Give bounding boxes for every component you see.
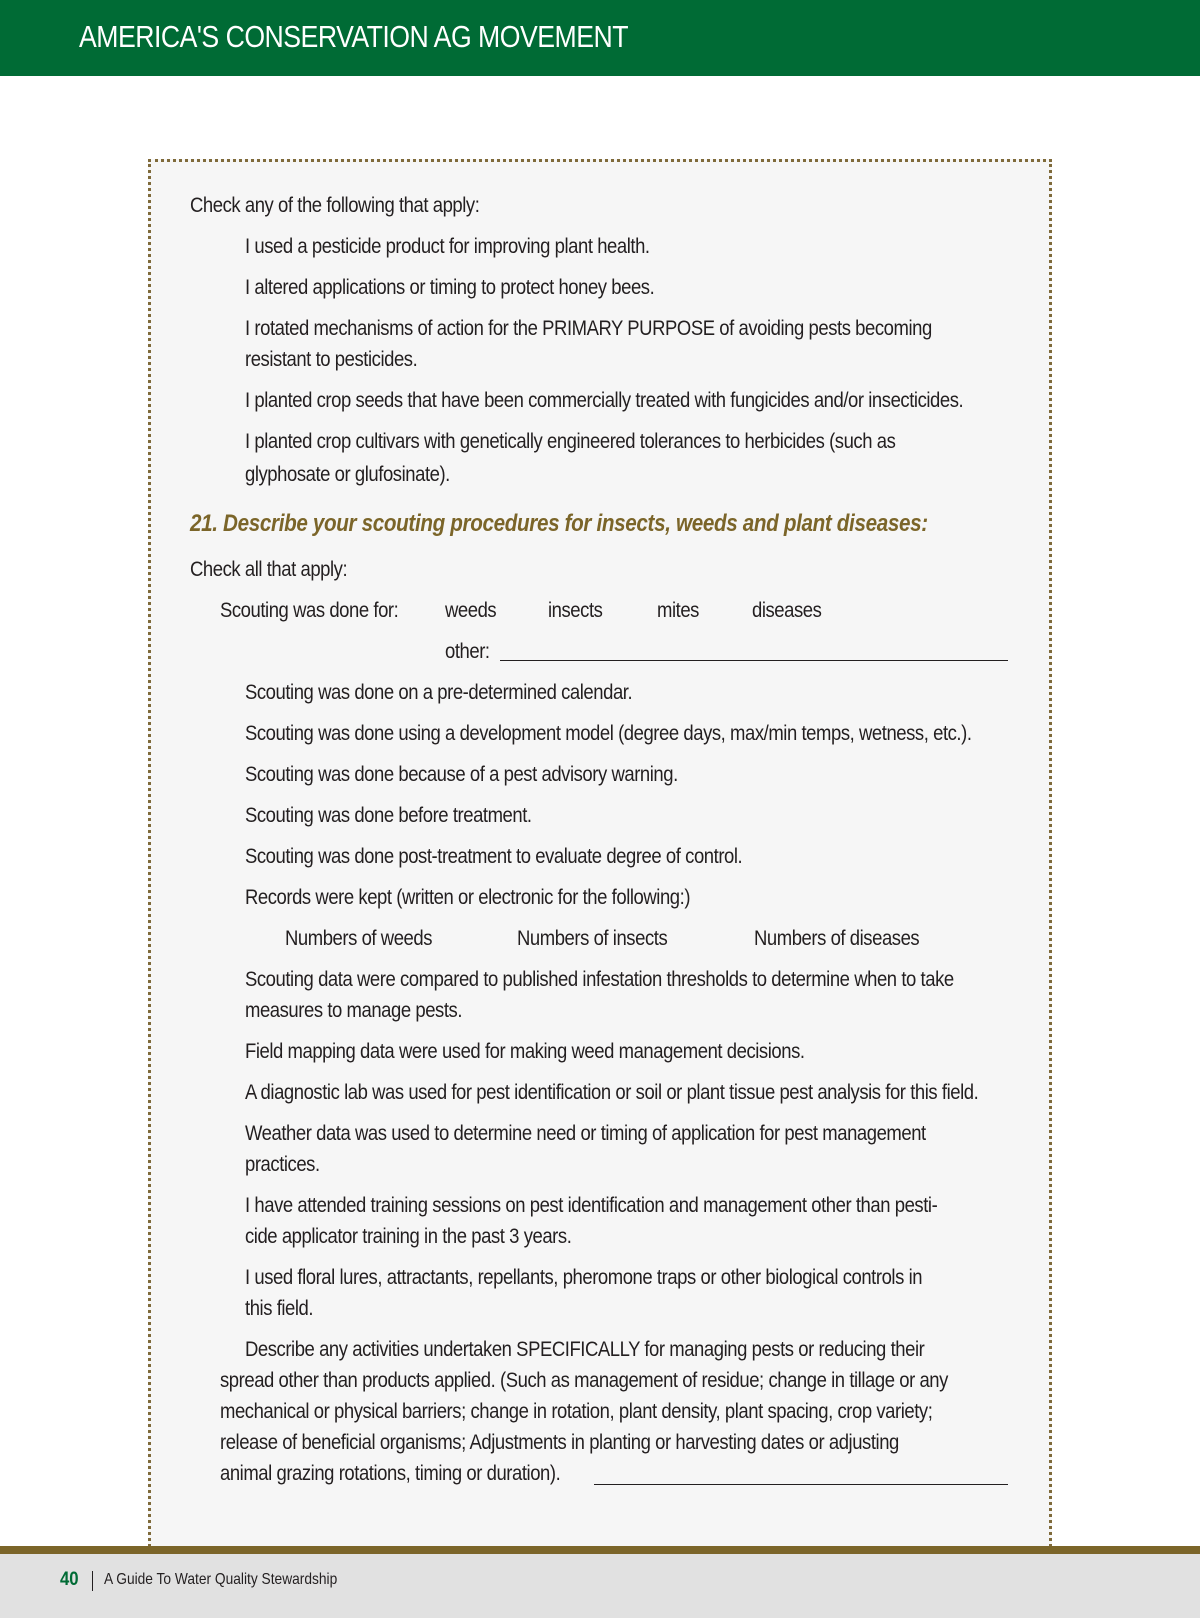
scouting-item[interactable]: I have attended training sessions on pest identification and management other than pesti- <box>245 1194 938 1217</box>
page-number: 40 <box>60 1569 79 1590</box>
check-all-intro: Check all that apply: <box>190 558 348 581</box>
checklist-item[interactable]: I used a pesticide product for improving plant health. <box>245 235 650 258</box>
checklist-item[interactable]: I rotated mechanisms of action for the PRIMARY PURPOSE of avoiding pests becoming <box>245 317 932 340</box>
scouting-item-continued: cide applicator training in the past 3 years. <box>245 1225 572 1248</box>
scouting-item[interactable]: Weather data was used to determine need or timing of application for pest management <box>245 1122 926 1145</box>
footer-accent-bar <box>0 1546 1200 1554</box>
scouting-item[interactable]: Scouting was done before treatment. <box>245 804 532 827</box>
checklist-item-continued: glyphosate or glufosinate). <box>245 463 450 486</box>
checklist-item[interactable]: I altered applications or timing to protect honey bees. <box>245 276 655 299</box>
scouting-item[interactable]: I used floral lures, attractants, repellants, pheromone traps or other biological controls in <box>245 1266 923 1289</box>
describe-paragraph: spread other than products applied. (Such as management of residue; change in tillage or any <box>220 1369 948 1392</box>
checklist-intro: Check any of the following that apply: <box>190 194 480 217</box>
describe-input-line[interactable] <box>594 1484 1008 1485</box>
question-21-heading: 21. Describe your scouting procedures for insects, weeds and plant diseases: <box>190 510 928 537</box>
scouting-item[interactable]: Scouting data were compared to published infestation thresholds to determine when to take <box>245 968 954 991</box>
header-title: AMERICA'S CONSERVATION AG MOVEMENT <box>79 19 628 54</box>
records-option-insects[interactable]: Numbers of insects <box>517 927 668 950</box>
checklist-item[interactable]: I planted crop seeds that have been commercially treated with fungicides and/or insecticides. <box>245 389 964 412</box>
checklist-item[interactable]: I planted crop cultivars with genetically engineered tolerances to herbicides (such as <box>245 430 896 453</box>
option-mites[interactable]: mites <box>657 599 699 622</box>
describe-paragraph: release of beneficial organisms; Adjustments in planting or harvesting dates or adjusting <box>220 1431 899 1454</box>
scouting-item[interactable]: Scouting was done because of a pest advisory warning. <box>245 763 678 786</box>
scouting-item-continued: practices. <box>245 1153 320 1176</box>
describe-paragraph: Describe any activities undertaken SPECIFICALLY for managing pests or reducing their <box>245 1338 925 1361</box>
records-option-diseases[interactable]: Numbers of diseases <box>754 927 920 950</box>
describe-paragraph: animal grazing rotations, timing or duration). <box>220 1462 561 1485</box>
option-weeds[interactable]: weeds <box>445 599 497 622</box>
scouting-item-continued: this field. <box>245 1297 314 1320</box>
other-label: other: <box>445 640 490 663</box>
scouting-item[interactable]: Scouting was done post-treatment to evaluate degree of control. <box>245 845 743 868</box>
page-header <box>0 0 1200 76</box>
scouting-item[interactable]: Scouting was done using a development model (degree days, max/min temps, wetness, etc.). <box>245 722 972 745</box>
describe-paragraph: mechanical or physical barriers; change in rotation, plant density, plant spacing, crop variety; <box>220 1400 933 1423</box>
other-input-line[interactable] <box>500 660 1008 661</box>
scouting-item[interactable]: Records were kept (written or electronic for the following:) <box>245 886 691 909</box>
scouting-item[interactable]: Scouting was done on a pre-determined calendar. <box>245 681 633 704</box>
scouting-item[interactable]: Field mapping data were used for making weed management decisions. <box>245 1040 805 1063</box>
scouting-item-continued: measures to manage pests. <box>245 999 463 1022</box>
records-option-weeds[interactable]: Numbers of weeds <box>285 927 433 950</box>
option-diseases[interactable]: diseases <box>752 599 822 622</box>
scouting-label: Scouting was done for: <box>220 599 399 622</box>
option-insects[interactable]: insects <box>548 599 603 622</box>
scouting-item[interactable]: A diagnostic lab was used for pest identification or soil or plant tissue pest analysis for this field. <box>245 1081 979 1104</box>
publication-title: A Guide To Water Quality Stewardship <box>104 1571 338 1588</box>
footer-divider <box>92 1571 93 1591</box>
checklist-item-continued: resistant to pesticides. <box>245 348 418 371</box>
